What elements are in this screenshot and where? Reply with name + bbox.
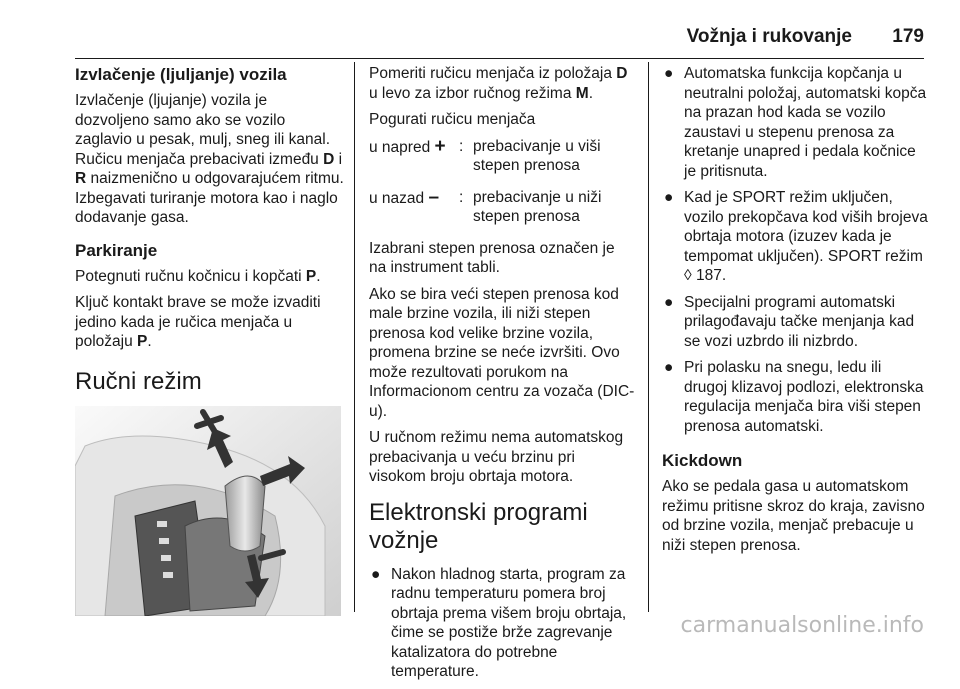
shift-row-down [369, 188, 635, 227]
colon: : [459, 188, 464, 206]
page-reference: ◊ 187. [684, 267, 727, 284]
electronic-programs-list-cont [662, 64, 928, 436]
column-divider-1 [354, 62, 355, 612]
paragraph-parking-2: Ključ kontakt brave se može izvaditi jedino kada je ručica menjača u položaju P. [75, 294, 321, 350]
paragraph-no-auto-upshift: U ručnom režimu nema automatskog prebacivanja u veću brzinu pri visokom broju obrtaja motora. [369, 429, 624, 485]
heading-towing: Izvlačenje (ljuljanje) vozila [75, 65, 287, 84]
gear-selector-svg [75, 406, 341, 616]
electronic-programs-list [369, 565, 635, 682]
column-divider-2 [648, 62, 649, 612]
paragraph-push-lever: Pogurati ručicu menjača [369, 111, 536, 128]
heading-kickdown: Kickdown [662, 451, 743, 470]
paragraph-parking-1: Potegnuti ručnu kočnicu i kopčati P. [75, 267, 321, 285]
paragraph-gear-display: Izabrani stepen prenosa označen je na instrument tabli. [369, 239, 615, 276]
paragraph-towing: Izvlačenje (ljujanje) vozila je dozvoljeno samo ako se vozilo zaglavio u pesak, mulj, sneg ili kanal. Ručicu menjača prebacivati između D i R naizmenično u odgovarajućem ritmu. Izbegavati turiranje motora kao i naglo dodavanje gasa. [75, 92, 344, 226]
bullet-icon: ● [664, 189, 674, 206]
shift-up-label: u napred [369, 138, 431, 156]
chapter-title: Vožnja i rukovanje [686, 26, 852, 47]
list-item: ● Pri polasku na snegu, ledu ili drugoj klizavoj podlozi, elektronska regulacija menjača bira viši stepen prenosa automatski. [664, 359, 924, 435]
header-divider [75, 58, 924, 59]
paragraph-kickdown: Ako se pedala gasa u automatskom režimu pritisne skroz do kraja, zavisno od brzine vozila, menjač prebacuje u niži stepen prenosa. [662, 478, 925, 554]
paragraph-gear-refusal: Ako se bira veći stepen prenosa kod male brzine vozila, ili niži stepen prenosa kod velike brzine vozila, promena brzine se neće izvršiti. Ovo može rezultovati porukom na Informacionom centru za vozača (DIC-u). [369, 285, 635, 420]
column-3 [662, 64, 928, 562]
colon: : [459, 137, 464, 155]
watermark: carmanualsonline.info [680, 613, 924, 638]
page-number: 179 [892, 26, 924, 47]
column-2 [369, 64, 635, 689]
gear-selector-illustration [75, 406, 341, 616]
bullet-icon: ● [664, 293, 674, 311]
list-item: ● Nakon hladnog starta, program za radnu temperaturu pomera broj obrtaja prema višem broju obrtaja, čime se postiže brže zagrevanje katalizatora do potrebne temperature. [371, 565, 627, 680]
list-item: ● Specijalni programi automatski prilagođavaju tačke menjanja kad se vozi uzbrdo ili nizbrdo. [664, 293, 915, 350]
heading-parking: Parkiranje [75, 240, 158, 260]
list-item: ● Automatska funkcija kopčanja u neutralni položaj, automatski kopča na prazan hod kada se vozilo zaustavi u stepenu prenosa za kretanje unapred i pedala kočnice je pritisnuta. [664, 65, 927, 180]
page-header [0, 26, 960, 56]
shift-down-text: prebacivanje u niži stepen prenosa [473, 188, 602, 225]
shift-up-text: prebacivanje u viši stepen prenosa [473, 137, 601, 174]
shift-row-up [369, 137, 635, 176]
shift-down-label: u nazad [369, 189, 425, 207]
bullet-icon: ● [664, 359, 674, 376]
column-1 [75, 64, 345, 616]
heading-manual-mode: Ručni režim [75, 367, 202, 395]
bullet-icon: ● [371, 565, 381, 583]
plus-icon: + [434, 135, 446, 157]
paragraph-manual-select: Pomeriti ručicu menjača iz položaja D u levo za izbor ručnog režima M. [369, 65, 628, 102]
heading-electronic-programs: Elektronski programi vožnje [369, 498, 588, 554]
minus-icon: – [428, 186, 440, 208]
bullet-icon: ● [664, 65, 674, 82]
list-item: ● Kad je SPORT režim uključen, vozilo prekopčava kod viših brojeva obrtaja motora (izuzev kada je tempomat uključen). SPORT režim ◊ 187. [664, 189, 928, 284]
